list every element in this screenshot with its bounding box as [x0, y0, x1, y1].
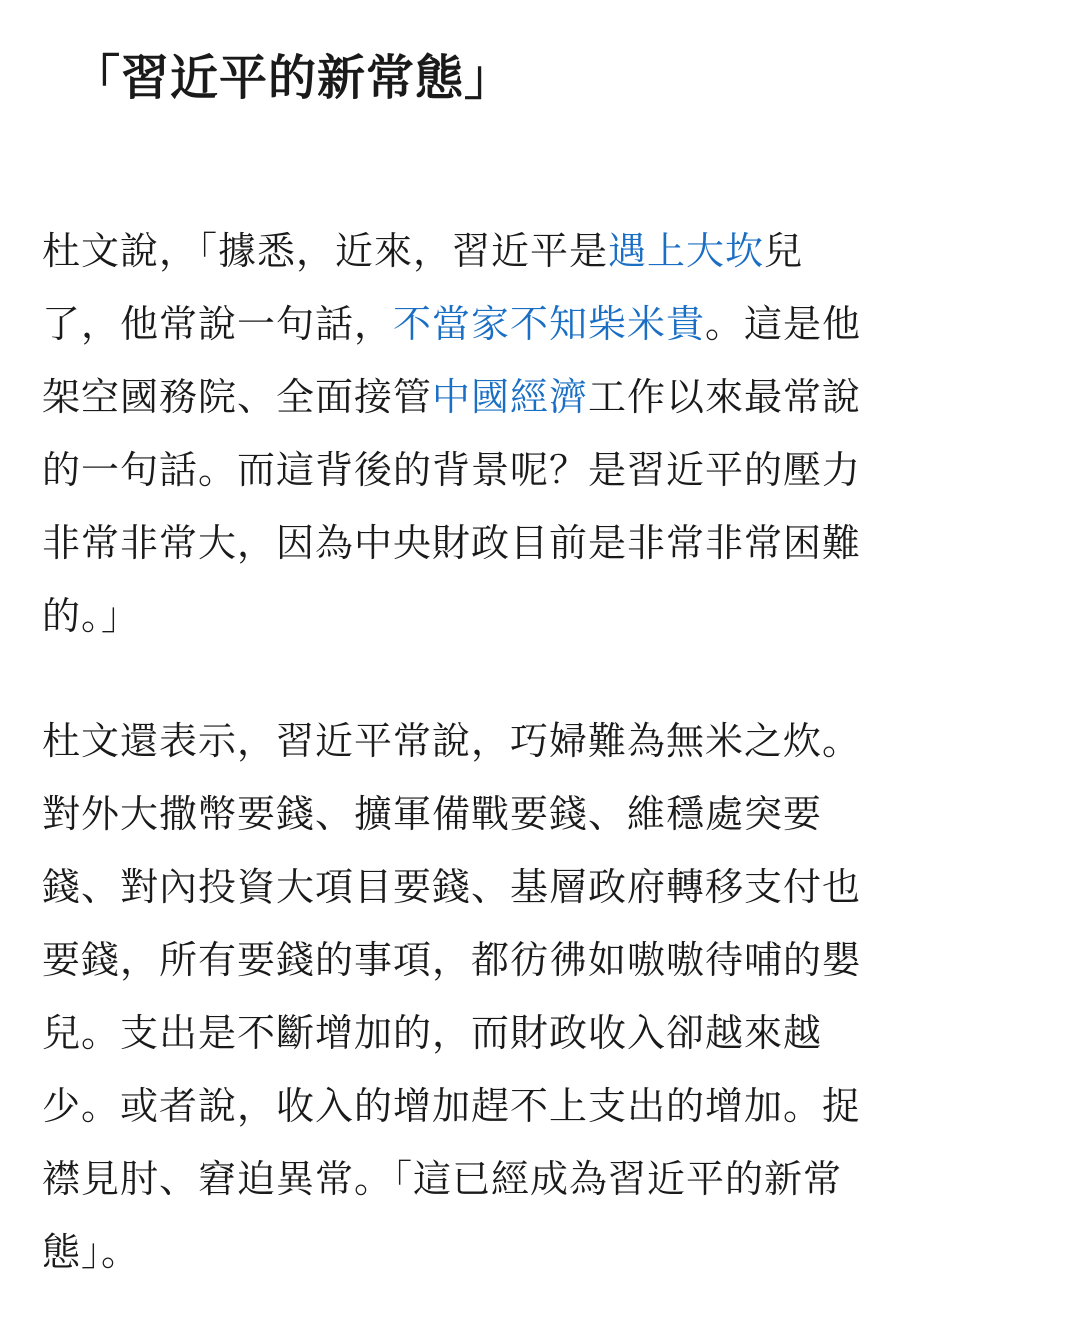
section-heading: 「習近平的新常態」: [72, 50, 514, 106]
text-span: 杜文說，「據悉，近來，習近平是: [42, 229, 609, 273]
paragraph-line: 錢、對內投資大項目要錢、基層政府轉移支付也: [42, 865, 862, 909]
paragraph-line: 非常非常大，因為中央財政目前是非常非常困難: [42, 521, 862, 565]
paragraph-line: 少。或者說，收入的增加趕不上支出的增加。捉: [42, 1084, 862, 1128]
paragraph-line: 的。」: [42, 594, 141, 638]
link-china-economy[interactable]: 中國經濟: [432, 375, 589, 419]
text-span: 工作以來最常說: [588, 375, 862, 419]
paragraph-1: [42, 215, 1040, 653]
text-span: 。這是他: [705, 302, 862, 346]
text-span: 了，他常說一句話，: [42, 302, 394, 346]
link-encounter-big-hurdle[interactable]: 遇上大坎: [608, 229, 765, 273]
paragraph-line: [42, 288, 1040, 361]
paragraph-line: 杜文還表示，習近平常說，巧婦難為無米之炊。: [42, 719, 862, 763]
paragraph-line: 兒。支出是不斷增加的，而財政收入卻越來越: [42, 1011, 823, 1055]
paragraph-line: 的一句話。而這背後的背景呢？是習近平的壓力: [42, 448, 862, 492]
text-span: 兒: [764, 229, 804, 273]
link-cost-of-living-idiom[interactable]: 不當家不知柴米貴: [393, 302, 706, 346]
paragraph-2: [42, 705, 1040, 1289]
paragraph-line: 對外大撒幣要錢、擴軍備戰要錢、維穩處突要: [42, 792, 823, 836]
text-span: 架空國務院、全面接管: [42, 375, 433, 419]
paragraph-line: 態」。: [42, 1230, 141, 1274]
paragraph-line: 要錢，所有要錢的事項，都彷彿如嗷嗷待哺的嬰: [42, 938, 862, 982]
paragraph-line: [42, 215, 1040, 288]
paragraph-line: 襟見肘、窘迫異常。「這已經成為習近平的新常: [42, 1157, 843, 1201]
paragraph-line: [42, 361, 1040, 434]
